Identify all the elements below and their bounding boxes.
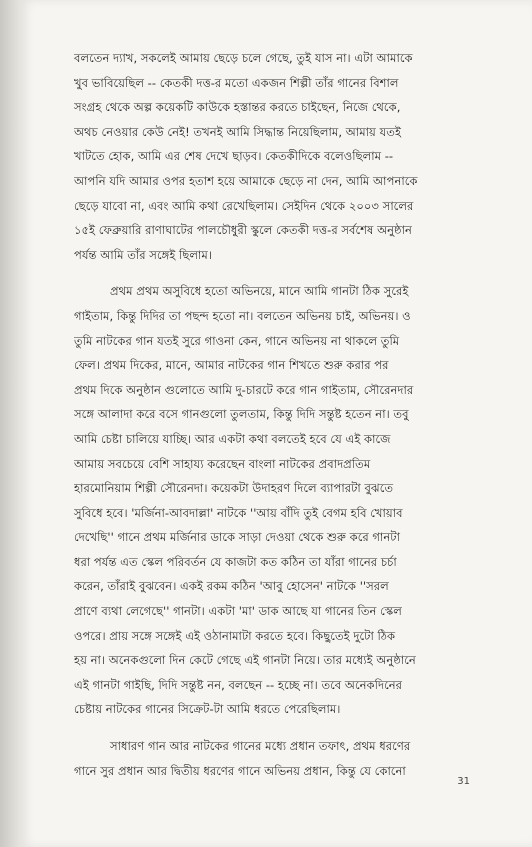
- text-line: প্রথম প্রথম অসুবিধে হতো অভিনয়ে, মানে আমি গানটা ঠিক সুরেই: [110, 284, 409, 299]
- text-line: প্রথম দিকে অনুষ্ঠান গুলোতে আমি দু-চারটে করে গান গাইতাম, সৌরেনদার: [74, 382, 414, 397]
- paragraph-3: [74, 734, 486, 783]
- text-line: সংগ্রহ থেকে অল্প কয়েকটি কাউকে হস্তান্তর করতে চাইছেন, নিজে থেকে,: [74, 100, 401, 115]
- text-line: দেখেছি'' গানে প্রথম মর্জিনার ডাকে সাড়া দেওয়া থেকে শুরু করে গানটা: [74, 530, 400, 545]
- text-line: সুবিধে হবে। 'মর্জিনা-আবদাল্লা' নাটকে ''আয় বাঁদি তুই বেগম হবি খোয়াব: [74, 505, 403, 520]
- text-line: গাইতাম, কিন্তু দিদির তা পছন্দ হতো না। বলতেন অভিনয় চাই, অভিনয়। ও: [74, 308, 411, 323]
- text-line: হারমোনিয়াম শিল্পী সৌরেনদা। কয়েকটা উদাহরণ দিলে ব্যাপারটা বুঝতে: [74, 481, 394, 496]
- text-line: ছেড়ে যাবো না, এবং আমি কথা রেখেছিলাম। সেইদিন থেকে ২০০৩ সালের: [74, 198, 414, 213]
- text-line: করেন, তাঁরাই বুঝবেন। একই রকম কঠিন 'আবু হোসেন' নাটকে ''সরল: [74, 579, 389, 594]
- text-line: অথচ নেওয়ার কেউ নেই! তখনই আমি সিদ্ধান্ত নিয়েছিলাম, আমায় যতই: [74, 124, 401, 139]
- body-text: [74, 46, 486, 795]
- text-line: খুব ভাবিয়েছিল -- কেতকী দত্ত-র মতো একজন শিল্পী তাঁর গানের বিশাল: [74, 75, 399, 90]
- text-line: তুমি নাটকের গান যতই সুরে গাওনা কেন, গানে অভিনয় না থাকলে তুমি: [74, 333, 400, 348]
- paragraph-1: [74, 46, 486, 267]
- text-line: হয় না। অনেকগুলো দিন কেটে গেছে এই গানটা নিয়ে। তার মধ্যেই অনুষ্ঠানে: [74, 653, 416, 668]
- text-line: আপনি যদি আমার ওপর হতাশ হয়ে আমাকে ছেড়ে না দেন, আমি আপনাকে: [74, 173, 418, 188]
- text-line: আমায় সবচেয়ে বেশি সাহায্য করেছেন বাংলা নাটকের প্রবাদপ্রতিম: [74, 456, 371, 471]
- text-line: ধরা পর্যন্ত এত স্কেল পরিবর্তন যে কাজটা কত কঠিন তা যাঁরা গানের চর্চা: [74, 554, 397, 569]
- text-line: গানে সুর প্রধান আর দ্বিতীয় ধরণের গানে অভিনয় প্রধান, কিন্তু যে কোনো: [74, 763, 406, 778]
- text-line: চেষ্টায় নাটকের গানের সিক্রেট-টা আমি ধরতে পেরেছিলাম।: [74, 702, 341, 717]
- text-line: আমি চেষ্টা চালিয়ে যাচ্ছি। আর একটা কথা বলতেই হবে যে এই কাজে: [74, 431, 391, 446]
- text-line: সঙ্গে আলাদা করে বসে গানগুলো তুলতাম, কিন্তু দিদি সন্তুষ্ট হতেন না। তবু: [74, 407, 409, 422]
- book-gutter: [0, 0, 20, 847]
- text-line: এই গানটা গাইছি, দিদি সন্তুষ্ট নন, বলছেন -- হচ্ছে না। তবে অনেকদিনের: [74, 677, 403, 692]
- text-line: ১৫ই ফেব্রুয়ারি রাণাঘাটের পালচৌধুরী স্কুলে কেতকী দত্ত-র সর্বশেষ অনুষ্ঠান: [74, 223, 412, 238]
- text-line: বলতেন দ্যাখ, সকলেই আমায় ছেড়ে চলে গেছে, তুই যাস না। এটা আমাকে: [74, 51, 413, 65]
- text-line: খাটতে হোক, আমি এর শেষ দেখে ছাড়ব। কেতকীদিকে বলেওছিলাম --: [74, 149, 394, 164]
- page-number: 31: [457, 776, 470, 787]
- paragraph-2: [74, 279, 486, 722]
- text-line: ওপরে। প্রায় সঙ্গে সঙ্গেই এই ওঠানামাটা করতে হবে। কিছুতেই দুটো ঠিক: [74, 628, 396, 643]
- text-line: পর্যন্ত আমি তাঁর সঙ্গেই ছিলাম।: [74, 247, 212, 262]
- text-line: সাধারণ গান আর নাটকের গানের মধ্যে প্রধান তফাৎ, প্রথম ধরণের: [110, 739, 411, 754]
- text-line: প্রাণে ব্যথা লেগেছে'' গানটা। একটা 'মা' ডাক আছে যা গানের তিন স্কেল: [74, 604, 402, 619]
- book-page: [20, 0, 532, 847]
- text-line: ফেল। প্রথম দিকের, মানে, আমার নাটকের গান শিখতে শুরু করার পর: [74, 358, 389, 373]
